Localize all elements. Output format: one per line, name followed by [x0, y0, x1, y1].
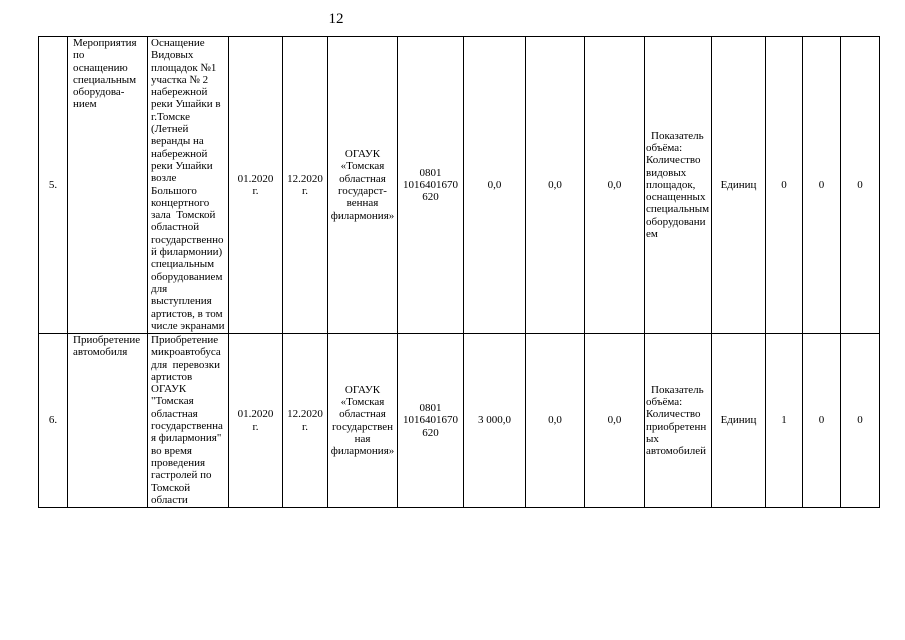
unit-cell: Единиц	[712, 334, 766, 508]
funding-cell-2: 0,0	[526, 37, 585, 334]
end-date-cell: 12.2020 г.	[283, 37, 328, 334]
indicator-value-cell-2: 0	[803, 37, 841, 334]
document-table	[38, 36, 880, 508]
row-number-cell: 5.	[39, 37, 68, 334]
indicator-cell: Показатель объёма: Количество видовых площадок, оснащенных специальным оборудовани ем	[645, 37, 712, 334]
start-date-cell: 01.2020 г.	[229, 334, 283, 508]
activity-cell: Приобретение автомобиля	[68, 334, 148, 508]
indicator-value-cell-3: 0	[841, 334, 880, 508]
indicator-value-cell-1: 0	[766, 37, 803, 334]
executor-cell: ОГАУК «Томская областная государствен ная филармония»	[328, 334, 398, 508]
row-number-cell: 6.	[39, 334, 68, 508]
funding-cell-1: 3 000,0	[464, 334, 526, 508]
page-number: 12	[328, 11, 344, 27]
indicator-value-cell-1: 1	[766, 334, 803, 508]
indicator-cell: Показатель объёма: Количество приобретенн ых автомобилей	[645, 334, 712, 508]
budget-code-cell: 0801 1016401670 620	[398, 37, 464, 334]
description-cell: Приобретение микроавтобуса для перевозки артистов ОГАУК "Томская областная государственна я филармония" во время проведения гастролей по Томской области	[148, 334, 229, 508]
end-date-cell: 12.2020 г.	[283, 334, 328, 508]
activity-cell: Мероприятия по оснащению специальным оборудова- нием	[68, 37, 148, 334]
indicator-value-cell-3: 0	[841, 37, 880, 334]
budget-code-cell: 0801 1016401670 620	[398, 334, 464, 508]
unit-cell: Единиц	[712, 37, 766, 334]
funding-cell-2: 0,0	[526, 334, 585, 508]
description-cell: Оснащение Видовых площадок №1 участка № 2 набережной реки Ушайки в г.Томске (Летней веранды на набережной реки Ушайки возле Большого концертного зала Томской областной государственно й филармонии) специальным оборудованием для выступления артистов, в том числе экранами	[148, 37, 229, 334]
start-date-cell: 01.2020 г.	[229, 37, 283, 334]
funding-cell-3: 0,0	[585, 334, 645, 508]
funding-cell-1: 0,0	[464, 37, 526, 334]
funding-cell-3: 0,0	[585, 37, 645, 334]
indicator-value-cell-2: 0	[803, 334, 841, 508]
executor-cell: ОГАУК «Томская областная государст- венная филармония»	[328, 37, 398, 334]
